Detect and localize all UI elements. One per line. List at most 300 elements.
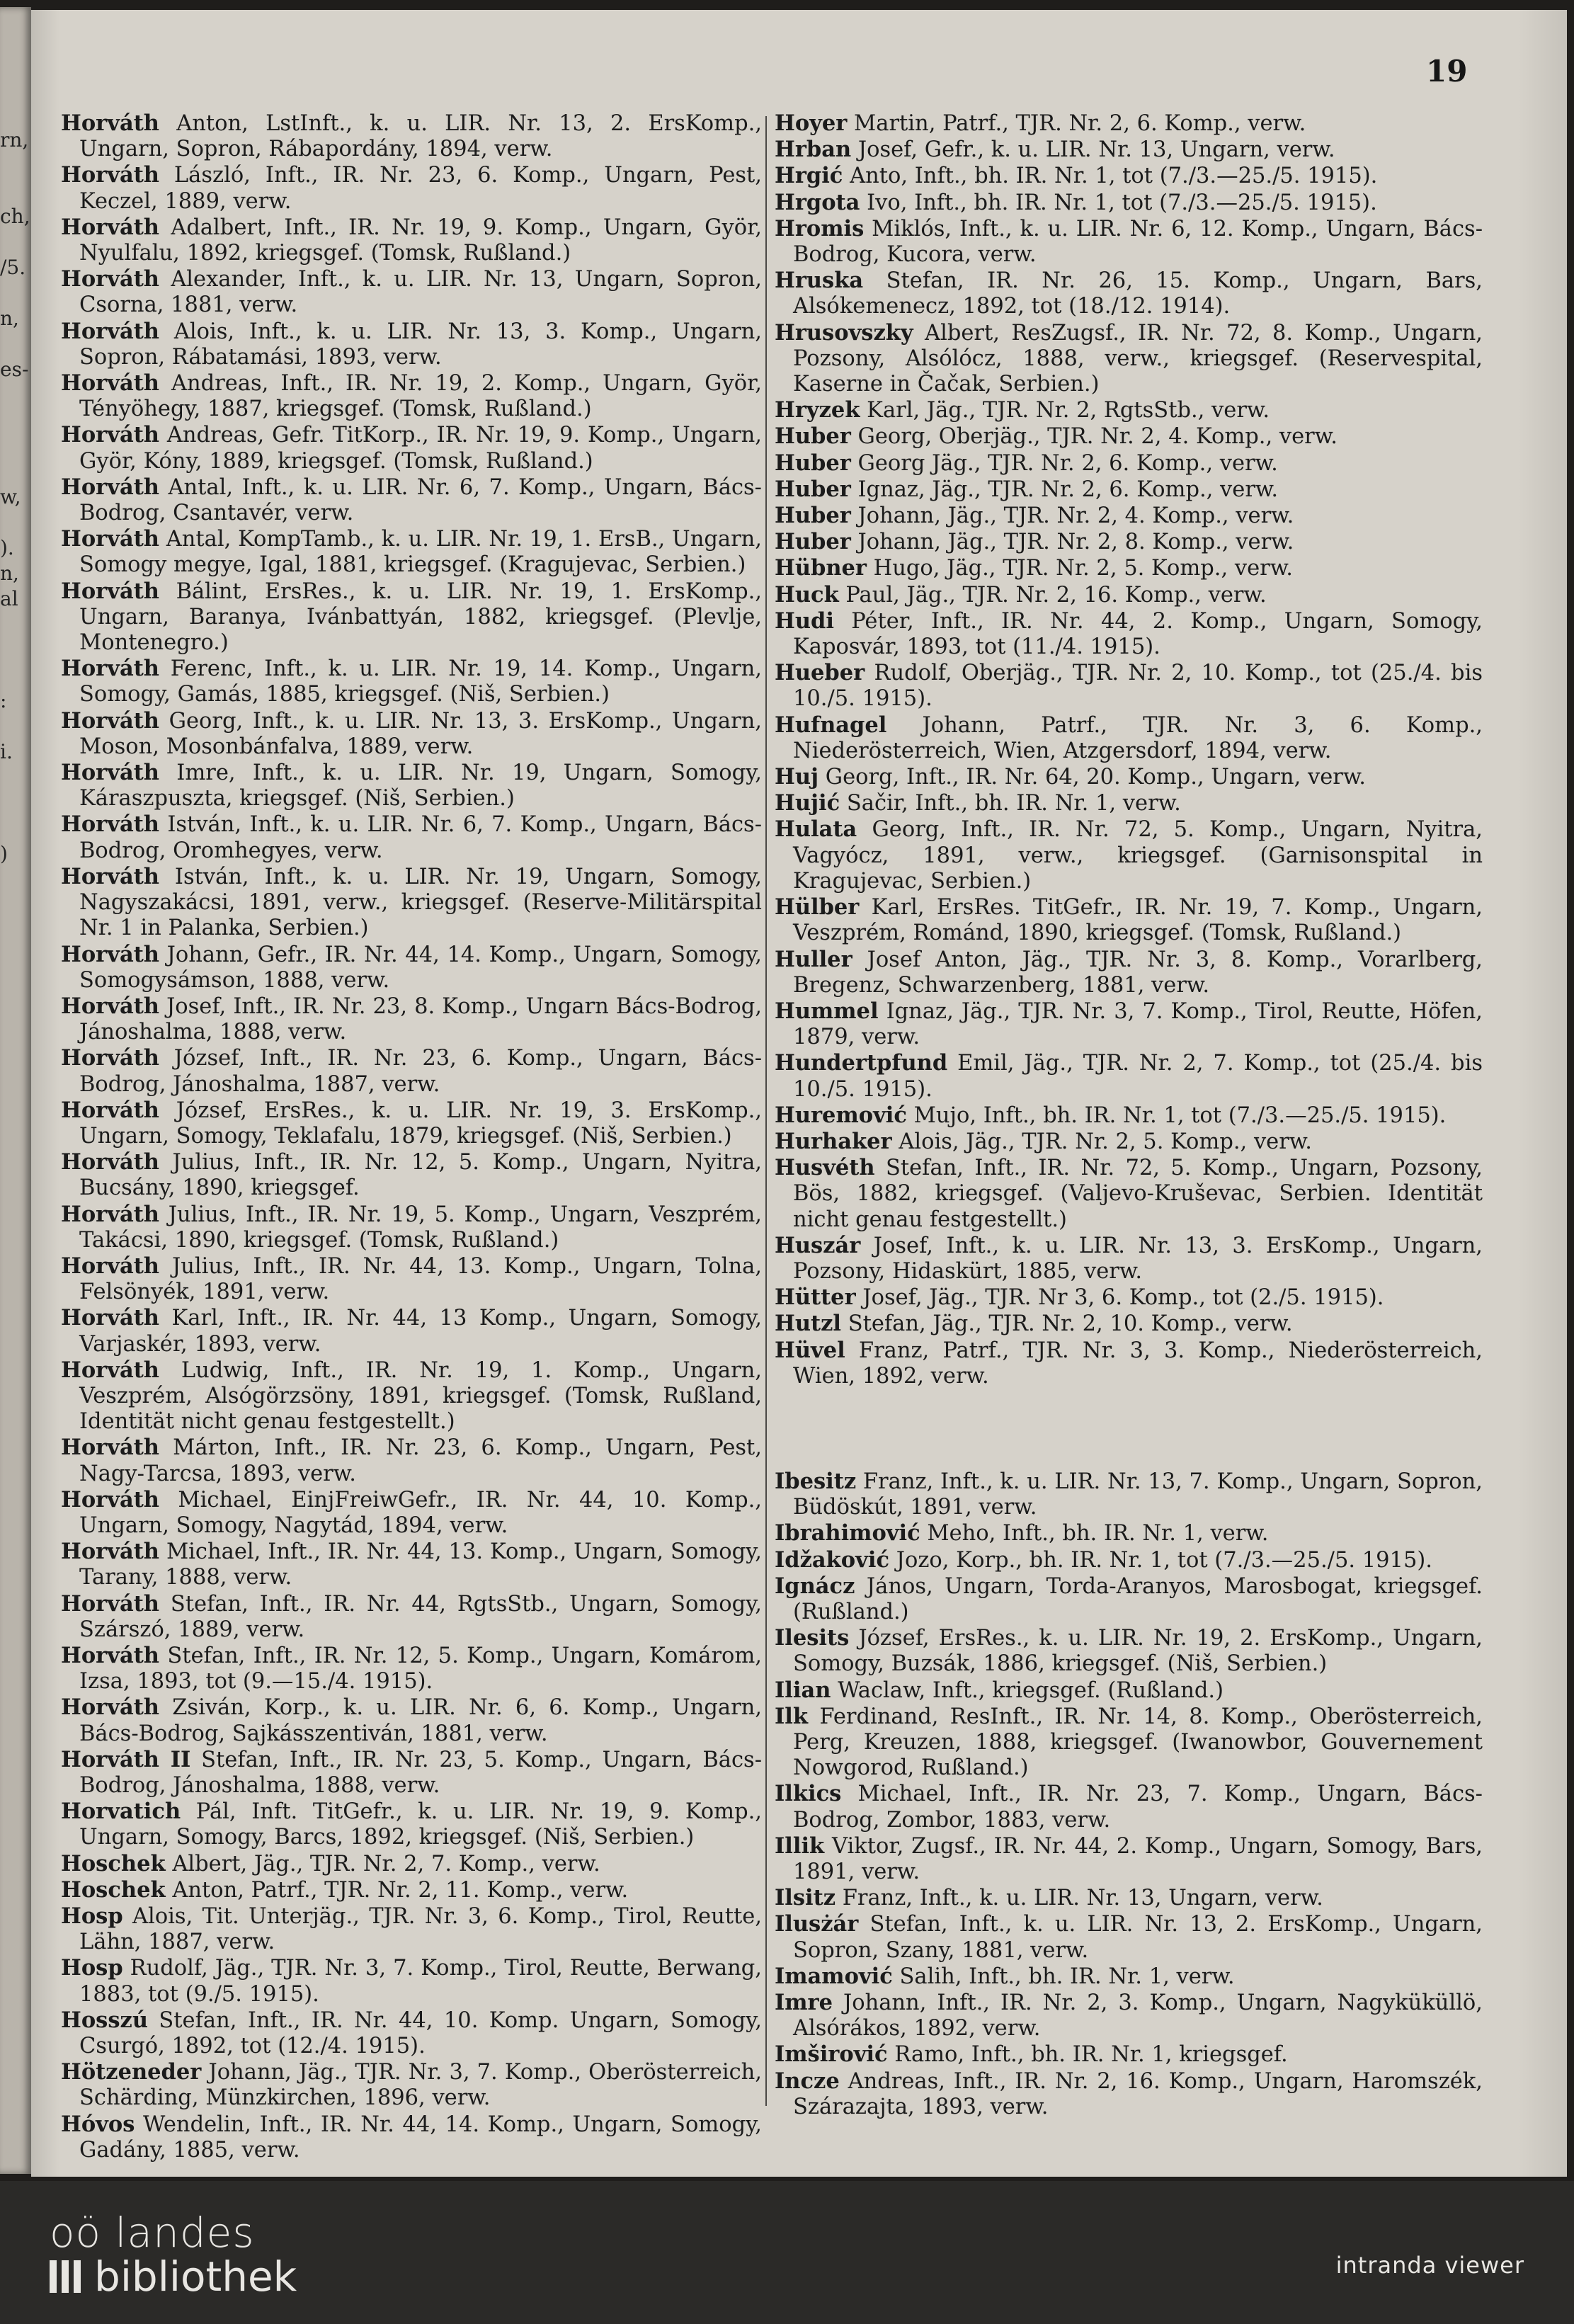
entry-details: Rudolf, Jäg., TJR. Nr. 3, 7. Komp., Tirol, Reutte, Berwang, 1883, tot (9./5. 1915). [79, 1956, 762, 2007]
register-entry [61, 1487, 762, 1539]
entry-surname: Hundertpfund [775, 1050, 948, 1076]
register-entry [775, 1833, 1483, 1885]
register-entry [61, 1747, 762, 1799]
entry-surname: Horváth [61, 760, 159, 786]
entry-surname: Imširović [775, 2041, 888, 2068]
entry-details: Alois, Inft., k. u. LIR. Nr. 13, 3. Komp., Ungarn, Sopron, Rábatamási, 1893, verw. [79, 319, 762, 370]
margin-fragment [0, 382, 28, 408]
entry-details: Mujo, Inft., bh. IR. Nr. 1, tot (7./3.—25./5. 1915). [906, 1103, 1447, 1128]
register-entry [61, 656, 762, 707]
entry-surname: Ilusżár [775, 1911, 859, 1937]
entry-surname: Horváth [61, 1435, 159, 1461]
register-entry [775, 1469, 1483, 1520]
entry-details: Ramo, Inft., bh. IR. Nr. 1, kriegsgef. [887, 2042, 1288, 2068]
register-entry [61, 1694, 762, 1746]
register-entry [775, 137, 1483, 163]
entry-details: Albert, Jäg., TJR. Nr. 2, 7. Komp., verw. [165, 1851, 600, 1876]
entry-details: Márton, Inft., IR. Nr. 23, 6. Komp., Ungarn, Pest, Nagy-Tarcsa, 1893, verw. [79, 1435, 762, 1486]
register-entry [61, 1202, 762, 1253]
entry-details: Andreas, Inft., IR. Nr. 19, 2. Komp., Ungarn, Györ, Tényöhegy, 1887, kriegsgef. (Tomsk, Rußland.) [79, 371, 762, 422]
register-entry [61, 993, 762, 1045]
entry-surname: Hötzeneder [61, 2059, 202, 2085]
entry-surname: Hoyer [775, 110, 848, 136]
entry-surname: Hutzl [775, 1311, 841, 1337]
entry-surname: Horváth [61, 318, 159, 344]
entry-details: Franz, Inft., k. u. LIR. Nr. 13, 7. Komp., Ungarn, Sopron, Büdöskút, 1891, verw. [793, 1469, 1483, 1520]
entry-details: Anton, Patrf., TJR. Nr. 2, 11. Komp., verw. [165, 1877, 629, 1903]
entry-surname: Hrusovszky [775, 319, 913, 346]
right-column [775, 110, 1483, 2120]
entry-details: Waclaw, Inft., kriegsgef. (Rußland.) [831, 1678, 1224, 1703]
entry-surname: Horváth [61, 1486, 159, 1513]
entry-details: Rudolf, Oberjäg., TJR. Nr. 2, 10. Komp., tot (25./4. bis 10./5. 1915). [793, 661, 1483, 712]
register-entry [61, 708, 762, 760]
entry-details: Johann, Inft., IR. Nr. 2, 3. Komp., Ungarn, Nagyküküllö, Alsórákos, 1892, verw. [793, 1990, 1483, 2041]
margin-fragment [0, 765, 28, 790]
register-entry [61, 579, 762, 656]
register-entry [61, 162, 762, 214]
margin-fragment [0, 714, 28, 739]
register-entry [775, 397, 1483, 423]
entry-surname: Huck [775, 581, 839, 608]
register-entry [775, 608, 1483, 660]
entry-details: Martin, Patrf., TJR. Nr. 2, 6. Komp., verw. [847, 111, 1306, 136]
entry-details: Stefan, IR. Nr. 26, 15. Komp., Ungarn, Bars, Alsókemenecz, 1892, tot (18./12. 1914). [793, 268, 1483, 319]
entry-details: Josef Anton, Jäg., TJR. Nr. 3, 8. Komp., Vorarlberg, Bregenz, Schwarzenberg, 1881, verw. [793, 947, 1483, 998]
register-entry [775, 2068, 1483, 2120]
margin-fragment: : [0, 689, 7, 712]
entry-surname: Huj [775, 764, 819, 790]
entry-surname: Hryzek [775, 397, 860, 423]
register-entry [775, 1520, 1483, 1547]
register-entry [775, 163, 1483, 189]
entry-surname: Horváth [61, 1305, 159, 1331]
entry-details: Johann, Gefr., IR. Nr. 44, 14. Komp., Ungarn, Somogy, Somogysámson, 1888, verw. [79, 942, 762, 993]
register-entry [775, 190, 1483, 216]
register-entry [61, 1149, 762, 1201]
entry-details: Zsiván, Korp., k. u. LIR. Nr. 6, 6. Komp., Ungarn, Bács-Bodrog, Sajkásszentiván, 1881, verw. [79, 1695, 762, 1746]
register-entry [775, 1885, 1483, 1911]
margin-fragment [0, 408, 28, 433]
viewer-brand[interactable]: intranda viewer [1335, 2252, 1524, 2279]
entry-details: Pál, Inft. TitGefr., k. u. LIR. Nr. 19, 9. Komp., Ungarn, Somogy, Barcs, 1892, kriegsgef. (Niš, Serbien.) [79, 1799, 762, 1850]
entry-surname: Huremović [775, 1102, 907, 1128]
register-entry [61, 1098, 762, 1149]
margin-fragment [0, 153, 28, 178]
margin-fragment: w, [0, 485, 21, 508]
entry-surname: Horváth [61, 863, 159, 889]
margin-fragment: n, [0, 562, 19, 585]
entry-surname: Ilesits [775, 1625, 850, 1651]
entry-details: Josef, Gefr., k. u. LIR. Nr. 13, Ungarn, verw. [851, 137, 1335, 163]
entry-details: Albert, ResZugsf., IR. Nr. 72, 8. Komp., Ungarn, Pozsony, Alsólócz, 1888, verw., kriegsgef. (Reservespital, Kaserne in Čačak, Serbien.) [793, 320, 1483, 397]
entry-surname: Horváth [61, 941, 159, 967]
register-entry [775, 1704, 1483, 1782]
left-column [61, 110, 762, 2163]
register-entry [775, 1573, 1483, 1625]
entry-surname: Huber [775, 529, 851, 555]
entry-surname: Huszár [775, 1232, 861, 1258]
register-entry [61, 864, 762, 942]
entry-surname: Idžaković [775, 1547, 890, 1573]
entry-surname: Ibrahimović [775, 1520, 920, 1547]
entry-surname: Hrgota [775, 189, 860, 215]
entry-details: Ivo, Inft., bh. IR. Nr. 1, tot (7./3.—25./5. 1915). [860, 190, 1377, 215]
entry-surname: Horváth [61, 811, 159, 838]
entry-details: Andreas, Inft., IR. Nr. 2, 16. Komp., Ungarn, Haromszék, Szárazajta, 1893, verw. [793, 2068, 1483, 2119]
entry-details: Georg, Inft., IR. Nr. 72, 5. Komp., Ungarn, Nyitra, Vagyócz, 1891, verw., kriegsgef. (Garnisonspital in Kragujevac, Serbien.) [793, 817, 1483, 894]
entry-details: Julius, Inft., IR. Nr. 44, 13. Komp., Ungarn, Tolna, Felsönyék, 1891, verw. [79, 1253, 762, 1305]
entry-details: Michael, EinjFreiwGefr., IR. Nr. 44, 10. Komp., Ungarn, Somogy, Nagytád, 1894, verw. [79, 1487, 762, 1538]
entry-details: Johann, Jäg., TJR. Nr. 3, 7. Komp., Oberösterreich, Schärding, Münzkirchen, 1896, verw. [79, 2060, 762, 2111]
register-entry [61, 1851, 762, 1877]
entry-details: Georg, Oberjäg., TJR. Nr. 2, 4. Komp., verw. [850, 424, 1338, 450]
entry-details: Franz, Inft., k. u. LIR. Nr. 13, Ungarn, verw. [836, 1886, 1323, 1911]
register-entry [775, 1129, 1483, 1155]
document-page [31, 10, 1567, 2177]
entry-surname: Horváth [61, 656, 159, 682]
entry-details: Julius, Inft., IR. Nr. 19, 5. Komp., Ungarn, Veszprém, Takácsi, 1890, kriegsgef. (Tomsk, Rußland.) [79, 1202, 762, 1253]
register-entry [775, 450, 1483, 477]
entry-details: Julius, Inft., IR. Nr. 12, 5. Komp., Ungarn, Nyitra, Bucsány, 1890, kriegsgef. [79, 1150, 762, 1201]
facing-page-fragments [0, 127, 28, 867]
entry-details: Hugo, Jäg., TJR. Nr. 2, 5. Komp., verw. [866, 556, 1293, 581]
entry-details: Alois, Tit. Unterjäg., TJR. Nr. 3, 6. Komp., Tirol, Reutte, Lähn, 1887, verw. [79, 1904, 762, 1955]
entry-surname: Horváth [61, 1253, 159, 1279]
margin-fragment [0, 790, 28, 816]
register-entry [61, 319, 762, 370]
register-entry [775, 894, 1483, 946]
register-entry [61, 2007, 762, 2059]
margin-fragment [0, 280, 28, 306]
entry-details: Stefan, Inft., IR. Nr. 23, 5. Komp., Ungarn, Bács-Bodrog, Jánoshalma, 1888, verw. [79, 1747, 762, 1798]
entry-details: Stefan, Inft., IR. Nr. 72, 5. Komp., Ungarn, Pozsony, Bös, 1882, kriegsgef. (Valjevo-Kruševac, Serbien. Identität nicht genau festgestellt.) [793, 1156, 1483, 1232]
entry-surname: Hulata [775, 816, 857, 843]
entry-surname: Hueber [775, 660, 865, 686]
register-entry [775, 503, 1483, 529]
entry-surname: Hosp [61, 1903, 123, 1930]
entry-details: Miklós, Inft., k. u. LIR. Nr. 6, 12. Komp., Ungarn, Bács-Bodrog, Kucora, verw. [793, 216, 1483, 268]
register-entry [775, 1103, 1483, 1129]
entry-surname: Imamović [775, 1963, 893, 1989]
margin-fragment: al [0, 587, 18, 610]
register-entry [775, 1781, 1483, 1833]
register-entry [61, 811, 762, 863]
register-entry [775, 1233, 1483, 1285]
register-entry [61, 422, 762, 474]
entry-details: Stefan, Inft., IR. Nr. 44, 10. Komp. Ungarn, Somogy, Csurgó, 1892, tot (12./4. 1915). [79, 2007, 762, 2059]
register-entry [775, 110, 1483, 137]
register-entry [775, 1990, 1483, 2041]
entry-details: László, Inft., IR. Nr. 23, 6. Komp., Ungarn, Pest, Keczel, 1889, verw. [79, 163, 762, 214]
entry-details: Emil, Jäg., TJR. Nr. 2, 7. Komp., tot (25./4. bis 10./5. 1915). [793, 1051, 1483, 1102]
logo-line-2-text: bibliothek [94, 2252, 297, 2301]
entry-details: Adalbert, Inft., IR. Nr. 19, 9. Komp., Ungarn, Györ, Nyulfalu, 1892, kriegsgef. (Tomsk, Rußland.) [79, 215, 762, 266]
entry-surname: Hufnagel [775, 712, 887, 738]
entry-surname: Huber [775, 423, 851, 450]
entry-surname: Ilkics [775, 1781, 842, 1807]
register-entry [775, 816, 1483, 894]
entry-surname: Huber [775, 503, 851, 529]
entry-surname: Hóvos [61, 2111, 135, 2137]
entry-surname: Ilk [775, 1703, 808, 1729]
entry-details: János, Ungarn, Torda-Aranyos, Marosbogat, kriegsgef. (Rußland.) [793, 1573, 1483, 1624]
entry-surname: Hülber [775, 894, 860, 921]
entry-details: Sačir, Inft., bh. IR. Nr. 1, verw. [840, 791, 1181, 816]
register-entry [775, 529, 1483, 555]
margin-fragment [0, 663, 28, 688]
entry-details: Michael, Inft., IR. Nr. 23, 7. Komp., Ungarn, Bács-Bodrog, Zombor, 1883, verw. [793, 1782, 1483, 1833]
entry-surname: Hummel [775, 998, 879, 1024]
entry-details: Andreas, Gefr. TitKorp., IR. Nr. 19, 9. Komp., Ungarn, Györ, Kóny, 1889, kriegsgef. (Tomsk, Rußland.) [79, 423, 762, 474]
entry-surname: Horváth [61, 993, 159, 1019]
entry-details: Antal, Inft., k. u. LIR. Nr. 6, 7. Komp., Ungarn, Bács-Bodrog, Csantavér, verw. [79, 474, 762, 526]
entry-surname: Huber [775, 476, 851, 502]
entry-surname: Huber [775, 450, 851, 476]
entry-details: Johann, Patrf., TJR. Nr. 3, 6. Komp., Niederösterreich, Wien, Atzgersdorf, 1894, verw. [793, 712, 1483, 763]
register-entry [775, 2041, 1483, 2068]
margin-fragment: n, [0, 307, 19, 330]
entry-surname: Horváth [61, 110, 159, 136]
register-entry [775, 1338, 1483, 1389]
register-entry [61, 474, 762, 526]
entry-surname: Horváth [61, 1590, 159, 1617]
facing-page-edge [0, 7, 31, 2174]
register-entry [775, 1285, 1483, 1311]
entry-details: Wendelin, Inft., IR. Nr. 44, 14. Komp., Ungarn, Somogy, Gadány, 1885, verw. [79, 2112, 762, 2163]
register-entry [61, 1591, 762, 1643]
margin-fragment: es- [0, 358, 29, 381]
entry-details: Ignaz, Jäg., TJR. Nr. 2, 6. Komp., verw. [850, 477, 1279, 502]
register-entry [61, 1955, 762, 2007]
register-entry [61, 1643, 762, 1694]
entry-details: Georg Jäg., TJR. Nr. 2, 6. Komp., verw. [850, 450, 1278, 476]
register-entry [61, 2059, 762, 2111]
logo-bars-icon [50, 2260, 86, 2293]
entry-details: Ignaz, Jäg., TJR. Nr. 3, 7. Komp., Tirol, Reutte, Höfen, 1879, verw. [793, 998, 1483, 1050]
entry-surname: Horváth [61, 162, 159, 188]
section-gap [775, 1389, 1483, 1469]
entry-details: Stefan, Inft., IR. Nr. 12, 5. Komp., Ungarn, Komárom, Izsa, 1893, tot (9.—15./4. 1915). [79, 1643, 762, 1694]
register-entry [61, 1799, 762, 1850]
register-entry [775, 477, 1483, 503]
entry-details: Ludwig, Inft., IR. Nr. 19, 1. Komp., Ungarn, Veszprém, Alsógörzsöny, 1891, kriegsgef. (Tomsk, Rußland, Identität nicht genau festgestellt.) [79, 1357, 762, 1435]
entry-details: Péter, Inft., IR. Nr. 44, 2. Komp., Ungarn, Somogy, Kaposvár, 1893, tot (11./4. 1915). [793, 608, 1483, 660]
entry-details: Alexander, Inft., k. u. LIR. Nr. 13, Ungarn, Sopron, Csorna, 1881, verw. [79, 267, 762, 318]
entry-surname: Horváth [61, 214, 159, 240]
entry-surname: Ilian [775, 1677, 831, 1703]
margin-fragment [0, 433, 28, 459]
register-entry [61, 1305, 762, 1357]
entry-surname: Horváth [61, 370, 159, 397]
register-entry [61, 1045, 762, 1097]
entry-surname: Horváth II [61, 1746, 191, 1772]
entry-surname: Hoschek [61, 1876, 166, 1903]
entry-surname: Hurhaker [775, 1128, 892, 1154]
register-entry [61, 266, 762, 318]
entry-surname: Horváth [61, 1201, 159, 1227]
register-entry [61, 2112, 762, 2163]
entry-surname: Hrgić [775, 163, 843, 189]
entry-details: Johann, Jäg., TJR. Nr. 2, 8. Komp., verw. [850, 530, 1294, 555]
entry-details: Antal, KompTamb., k. u. LIR. Nr. 19, 1. ErsB., Ungarn, Somogy megye, Igal, 1881, kriegsgef. (Kragujevac, Serbien.) [79, 527, 762, 578]
entry-surname: Ignácz [775, 1573, 855, 1599]
entry-details: Jozo, Korp., bh. IR. Nr. 1, tot (7./3.—25./5. 1915). [889, 1547, 1432, 1573]
register-entry [775, 1547, 1483, 1573]
register-entry [61, 1877, 762, 1903]
entry-surname: Horváth [61, 1694, 159, 1721]
register-entry [61, 1253, 762, 1305]
margin-fragment [0, 459, 28, 484]
register-entry [775, 947, 1483, 998]
entry-surname: Hromis [775, 215, 865, 241]
entry-details: József, Inft., IR. Nr. 23, 6. Komp., Ungarn, Bács-Bodrog, Jánoshalma, 1887, verw. [79, 1046, 762, 1097]
entry-details: Meho, Inft., bh. IR. Nr. 1, verw. [920, 1521, 1269, 1547]
entry-surname: Hütter [775, 1285, 856, 1311]
entry-details: Franz, Patrf., TJR. Nr. 3, 3. Komp., Niederösterreich, Wien, 1892, verw. [793, 1338, 1483, 1389]
entry-surname: Incze [775, 2068, 840, 2094]
register-entry [61, 1435, 762, 1486]
register-entry [775, 1311, 1483, 1337]
entry-surname: Imre [775, 1990, 833, 2016]
margin-fragment: ch, [0, 205, 30, 228]
entry-surname: Horváth [61, 1045, 159, 1071]
register-entry [775, 423, 1483, 450]
entry-details: Josef, Inft., IR. Nr. 23, 8. Komp., Ungarn Bács-Bodrog, Jánoshalma, 1888, verw. [79, 993, 762, 1045]
entry-details: Alois, Jäg., TJR. Nr. 2, 5. Komp., verw. [891, 1129, 1312, 1154]
margin-fragment: ) [0, 842, 8, 865]
register-entry [61, 1357, 762, 1435]
register-entry [775, 1625, 1483, 1677]
entry-surname: Horváth [61, 1539, 159, 1565]
register-entry [775, 1678, 1483, 1704]
entry-details: József, ErsRes., k. u. LIR. Nr. 19, 2. ErsKomp., Ungarn, Somogy, Buzsák, 1886, kriegsgef. (Niš, Serbien.) [793, 1626, 1483, 1677]
register-entry [61, 526, 762, 578]
register-entry [61, 760, 762, 811]
margin-fragment [0, 178, 28, 204]
entry-details: Viktor, Zugsf., IR. Nr. 44, 2. Komp., Ungarn, Somogy, Bars, 1891, verw. [793, 1833, 1483, 1884]
entry-surname: Hujić [775, 790, 840, 816]
register-entry [61, 942, 762, 993]
margin-fragment [0, 229, 28, 255]
entry-surname: Hosszú [61, 2007, 148, 2033]
register-entry [61, 370, 762, 422]
margin-fragment: i. [0, 740, 13, 763]
register-entry [775, 1155, 1483, 1233]
entry-details: Josef, Inft., k. u. LIR. Nr. 13, 3. ErsKomp., Ungarn, Pozsony, Hidaskürt, 1885, verw. [793, 1233, 1483, 1284]
register-entry [775, 320, 1483, 398]
entry-surname: Horváth [61, 474, 159, 500]
entry-surname: Hüvel [775, 1337, 845, 1363]
entry-surname: Hruska [775, 268, 864, 294]
column-divider [765, 116, 767, 2106]
entry-details: Stefan, Jäg., TJR. Nr. 2, 10. Komp., verw. [841, 1311, 1293, 1337]
entry-surname: Hosp [61, 1955, 123, 1981]
entry-surname: Hoschek [61, 1850, 166, 1876]
register-entry [775, 712, 1483, 764]
margin-fragment [0, 510, 28, 535]
register-entry [775, 1911, 1483, 1963]
entry-surname: Horváth [61, 422, 159, 448]
entry-details: Salih, Inft., bh. IR. Nr. 1, verw. [892, 1964, 1235, 1989]
entry-surname: Husvéth [775, 1155, 875, 1181]
right-column-section-h [775, 110, 1483, 1389]
right-column-section-i [775, 1469, 1483, 2120]
margin-fragment: ). [0, 536, 14, 559]
logo-line-2 [50, 2252, 297, 2301]
entry-details: Georg, Inft., k. u. LIR. Nr. 13, 3. ErsKomp., Ungarn, Moson, Mosonbánfalva, 1889, verw. [79, 708, 762, 759]
entry-details: Karl, Jäg., TJR. Nr. 2, RgtsStb., verw. [860, 398, 1270, 423]
entry-details: Johann, Jäg., TJR. Nr. 2, 4. Komp., verw. [850, 503, 1294, 529]
entry-surname: Hrban [775, 137, 852, 163]
library-logo[interactable] [50, 2211, 297, 2299]
entry-surname: Horváth [61, 1149, 159, 1175]
entry-surname: Hübner [775, 555, 867, 581]
page-number: 19 [1426, 54, 1468, 89]
register-entry [775, 555, 1483, 581]
register-entry [61, 215, 762, 266]
entry-details: Paul, Jäg., TJR. Nr. 2, 16. Komp., verw. [838, 582, 1267, 608]
margin-fragment: rn, [0, 128, 29, 152]
entry-surname: Ilsitz [775, 1885, 836, 1911]
entry-surname: Horváth [61, 526, 159, 552]
entry-details: Stefan, Inft., IR. Nr. 44, RgtsStb., Ungarn, Somogy, Szárszó, 1889, verw. [79, 1591, 762, 1642]
entry-surname: Horvatich [61, 1799, 181, 1825]
entry-surname: Horváth [61, 578, 159, 604]
register-entry [775, 1964, 1483, 1990]
entry-surname: Huller [775, 946, 852, 972]
register-entry [775, 582, 1483, 608]
entry-details: István, Inft., k. u. LIR. Nr. 6, 7. Komp., Ungarn, Bács-Bodrog, Oromhegyes, verw. [79, 812, 762, 863]
entry-surname: Horváth [61, 1097, 159, 1123]
entry-details: Bálint, ErsRes., k. u. LIR. Nr. 19, 1. ErsKomp., Ungarn, Baranya, Ivánbattyán, 1882, kriegsgef. (Plevlje, Montenegro.) [79, 579, 762, 656]
entry-details: Josef, Jäg., TJR. Nr 3, 6. Komp., tot (2./5. 1915). [855, 1285, 1384, 1311]
entry-surname: Horváth [61, 266, 159, 292]
register-entry [775, 764, 1483, 790]
entry-details: Ferdinand, ResInft., IR. Nr. 14, 8. Komp., Oberösterreich, Perg, Kreuzen, 1888, kriegsgef. (Iwanowbor, Gouvernement Nowgorod, Rußland.) [793, 1704, 1483, 1781]
entry-details: Georg, Inft., IR. Nr. 64, 20. Komp., Ungarn, verw. [819, 765, 1367, 790]
margin-fragment [0, 637, 28, 663]
entry-surname: Ibesitz [775, 1468, 857, 1494]
margin-fragment [0, 331, 28, 357]
register-entry [775, 660, 1483, 712]
margin-fragment [0, 612, 28, 637]
entry-details: Anton, LstInft., k. u. LIR. Nr. 13, 2. ErsKomp., Ungarn, Sopron, Rábapordány, 1894, verw. [79, 111, 762, 162]
register-entry [775, 998, 1483, 1050]
logo-line-1: oö landes [50, 2209, 255, 2257]
register-entry [775, 1050, 1483, 1102]
entry-details: Ferenc, Inft., k. u. LIR. Nr. 19, 14. Komp., Ungarn, Somogy, Gamás, 1885, kriegsgef. (Niš, Serbien.) [79, 656, 762, 707]
register-entry [775, 216, 1483, 268]
margin-fragment [0, 816, 28, 841]
register-entry [775, 790, 1483, 816]
register-entry [61, 110, 762, 162]
entry-details: Karl, ErsRes. TitGefr., IR. Nr. 19, 7. Komp., Ungarn, Veszprém, Románd, 1890, kriegsgef. (Tomsk, Rußland.) [793, 895, 1483, 946]
entry-surname: Hudi [775, 608, 834, 634]
entry-details: István, Inft., k. u. LIR. Nr. 19, Ungarn, Somogy, Nagyszakácsi, 1891, verw., kriegsgef. (Reserve-Militärspital Nr. 1 in Palanka, Serbien.) [79, 864, 762, 941]
register-entry [775, 268, 1483, 319]
entry-details: Imre, Inft., k. u. LIR. Nr. 19, Ungarn, Somogy, Káraszpuszta, kriegsgef. (Niš, Serbien.) [79, 761, 762, 811]
register-entry [61, 1539, 762, 1590]
entry-surname: Horváth [61, 1642, 159, 1668]
entry-details: József, ErsRes., k. u. LIR. Nr. 19, 3. ErsKomp., Ungarn, Somogy, Teklafalu, 1879, kriegsgef. (Niš, Serbien.) [79, 1098, 762, 1149]
entry-details: Anto, Inft., bh. IR. Nr. 1, tot (7./3.—25./5. 1915). [843, 164, 1378, 189]
margin-fragment: /5. [0, 256, 26, 279]
entry-details: Karl, Inft., IR. Nr. 44, 13 Komp., Ungarn, Somogy, Varjaskér, 1893, verw. [79, 1306, 762, 1357]
entry-details: Michael, Inft., IR. Nr. 44, 13. Komp., Ungarn, Somogy, Tarany, 1888, verw. [79, 1539, 762, 1590]
register-entry [61, 1903, 762, 1955]
entry-details: Stefan, Inft., k. u. LIR. Nr. 13, 2. ErsKomp., Ungarn, Sopron, Szany, 1881, verw. [793, 1912, 1483, 1963]
